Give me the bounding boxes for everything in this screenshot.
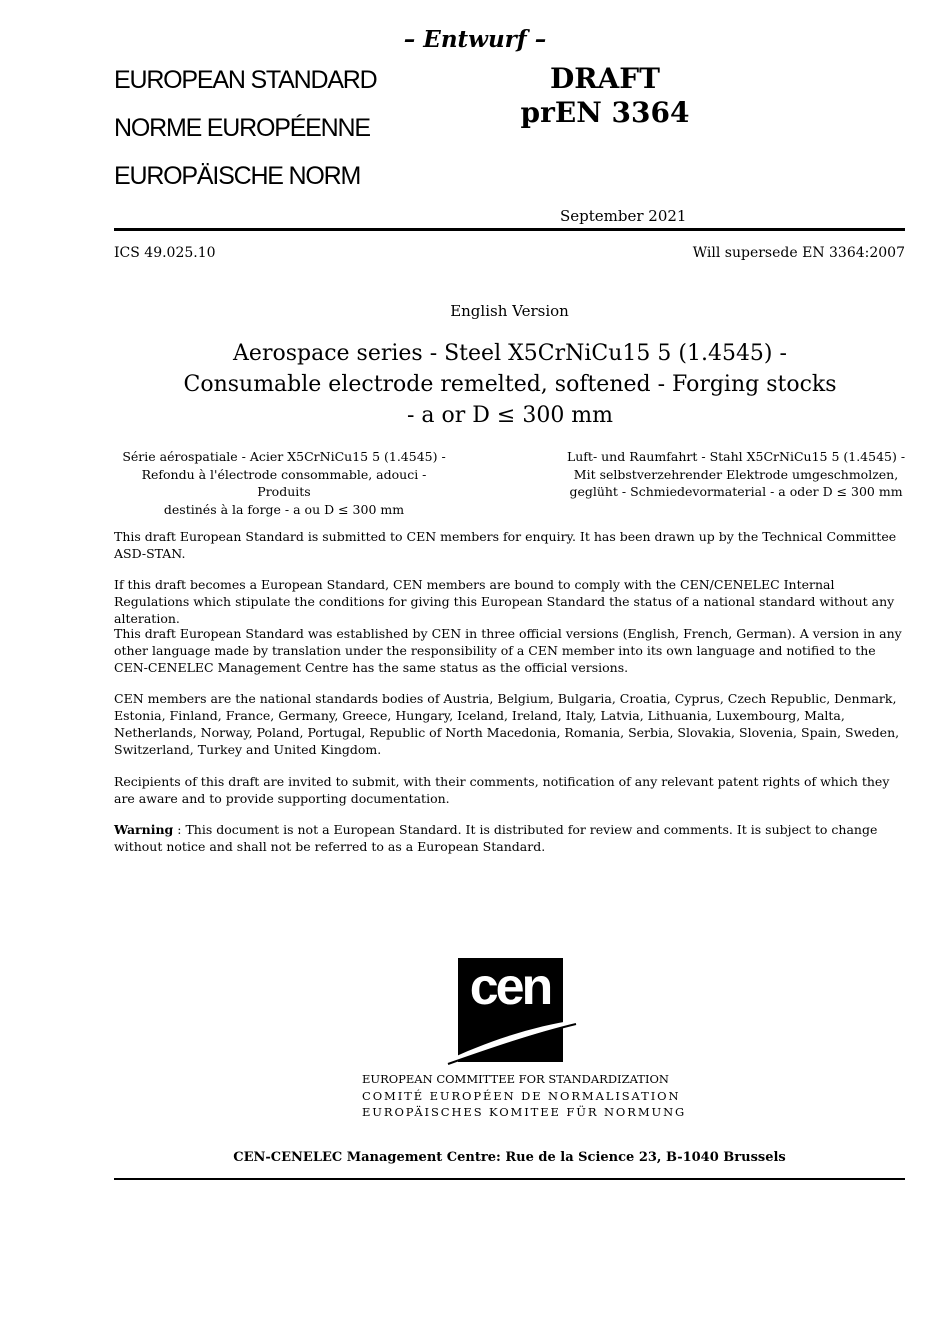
cen-logo-text: cen <box>469 958 551 1016</box>
warning-text: : This document is not a European Standard. It is distributed for review and comments. It is subject to change without notice and shall not be referred to as a European Standard. <box>114 822 878 854</box>
publication-date: September 2021 <box>560 207 687 225</box>
header-divider <box>114 228 905 231</box>
paragraph-versions: This draft European Standard was established by CEN in three official versions (English, French, German). A version in any other language made by translation under the responsibility of a CEN member into its own language and notified to the CEN-CENELEC Management Centre has the same status as the official versions. <box>114 626 902 675</box>
warning-label: Warning <box>114 822 174 837</box>
paragraph-warning <box>114 821 905 855</box>
german-title-line: Mit selbstverzehrender Elektrode umgeschmolzen, <box>573 466 899 482</box>
org-name-fr: COMITÉ EUROPÉEN DE NORMALISATION <box>362 1088 681 1103</box>
title-french <box>114 448 454 518</box>
document-number: prEN 3364 <box>520 96 690 129</box>
title-line: Aerospace series - Steel X5CrNiCu15 5 (1.4545) - <box>233 341 787 366</box>
paragraph-enquiry: This draft European Standard is submitted to CEN members for enquiry. It has been drawn up by the Technical Committee ASD-STAN. <box>114 529 897 561</box>
german-title-line: Luft- und Raumfahrt - Stahl X5CrNiCu15 5 (1.4545) - <box>566 449 906 464</box>
cen-logo <box>444 958 579 1072</box>
draft-label: DRAFT <box>550 62 660 95</box>
management-centre-address: CEN-CENELEC Management Centre: Rue de la Science 23, B-1040 Brussels <box>233 1150 786 1165</box>
standard-name-fr: NORME EUROPÉENNE <box>114 114 370 142</box>
org-name-en: EUROPEAN COMMITTEE FOR STANDARDIZATION <box>362 1072 669 1086</box>
ics-code: ICS 49.025.10 <box>114 245 216 261</box>
organisation-names <box>362 1071 686 1121</box>
title-line: Consumable electrode remelted, softened - Forging stocks <box>183 372 837 397</box>
french-title-line: Refondu à l'électrode consommable, adouci - Produits <box>141 466 427 499</box>
paragraph-members: CEN members are the national standards bodies of Austria, Belgium, Bulgaria, Croatia, Cyprus, Czech Republic, Denmark, Estonia, Finland, France, Germany, Greece, Hungary, Iceland, Ireland, Italy, Latvia, Lithuania, Luxembourg, Malta, Netherlands, Norway, Poland, Portugal, Republic of North Macedonia, Romania, Serbia, Slovakia, Slovenia, Spain, Sweden, Switzerland, Turkey and United Kingdom. <box>114 691 900 757</box>
french-title-line: Série aérospatiale - Acier X5CrNiCu15 5 (1.4545) - <box>122 449 446 464</box>
draft-watermark-heading: – Entwurf – <box>403 26 547 53</box>
paragraph-patents: Recipients of this draft are invited to submit, with their comments, notification of any relevant patent rights of which they are aware and to provide supporting documentation. <box>114 774 890 806</box>
standard-name-en: EUROPEAN STANDARD <box>114 66 377 94</box>
german-title-line: geglüht - Schmiedevormaterial - a oder D ≤ 300 mm <box>569 484 903 499</box>
standard-name-de: EUROPÄISCHE NORM <box>114 162 361 190</box>
org-name-de: EUROPÄISCHES KOMITEE FÜR NORMUNG <box>362 1105 687 1119</box>
draft-title <box>505 62 705 130</box>
title-german <box>566 448 906 501</box>
document-title <box>180 338 840 431</box>
title-line: - a or D ≤ 300 mm <box>406 403 614 428</box>
french-title-line: destinés à la forge - a ou D ≤ 300 mm <box>163 501 405 517</box>
footer-divider <box>114 1178 905 1180</box>
language-version: English Version <box>450 302 569 320</box>
paragraph-compliance: If this draft becomes a European Standard, CEN members are bound to comply with the CEN/CENELEC Internal Regulations which stipulate the conditions for giving this European Standard the status of a national standard without any alteration. <box>114 577 895 626</box>
supersedes-note: Will supersede EN 3364:2007 <box>692 245 905 261</box>
